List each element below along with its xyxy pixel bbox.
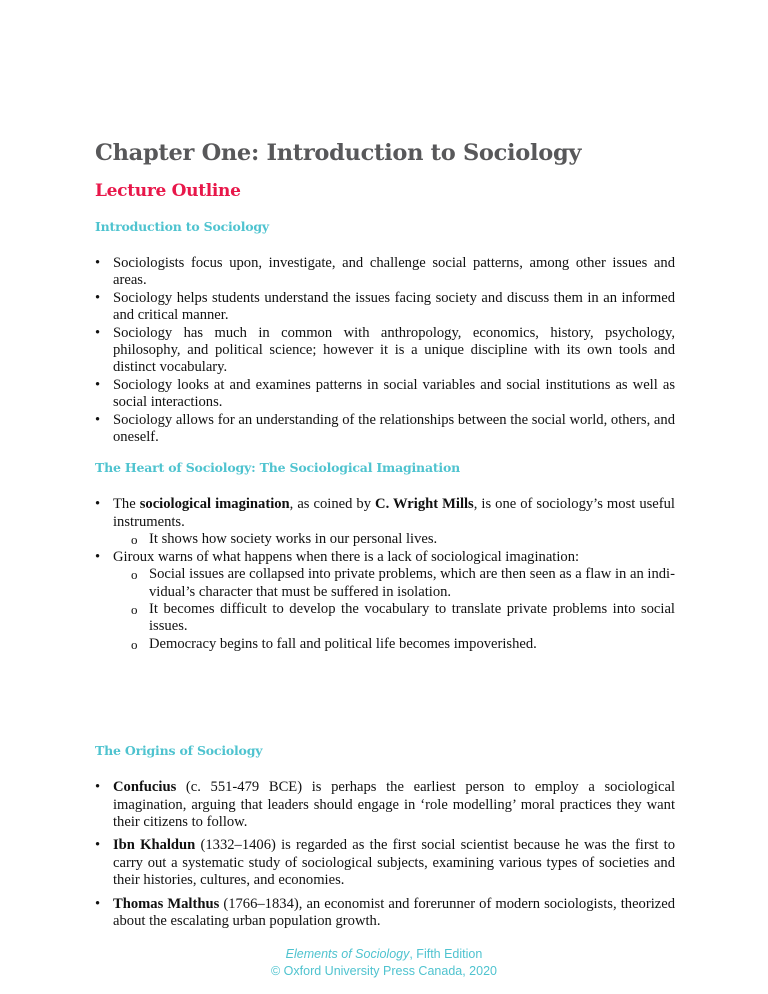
list-item — [95, 896, 675, 931]
copyright: © Oxford University Press Canada, 2020 — [271, 964, 497, 979]
term: sociological imagination — [139, 496, 290, 513]
person-name: C. Wright Mills — [375, 496, 474, 513]
text: , as coined by — [289, 496, 376, 513]
person-name: Confucius — [113, 779, 177, 796]
list-item: • Sociology looks at and examines patterns in social variables and social institutions as well as social interactions. — [95, 377, 675, 412]
page-footer — [0, 936, 768, 994]
chapter-title: Chapter One: Introduction to Sociology — [95, 140, 582, 166]
text: , is one of sociology’s most useful instruments. — [113, 496, 675, 530]
sub-item: o It becomes difficult to develop the vocabulary to translate private problems into social issues. — [131, 601, 675, 636]
list-item: • Sociology helps students understand the issues facing society and discuss them in an informed and critical manner. — [95, 290, 675, 325]
person-name: Ibn Khaldun — [113, 837, 196, 854]
bullet-list — [95, 255, 675, 446]
text: Giroux warns of what happens when there is a lack of sociological imagination: — [113, 548, 580, 565]
list-item — [95, 496, 675, 548]
text: (1332–1406) is regarded as the first social scientist because he was the first to carry out a systematic study of sociological subjects, examining various types of societies and their histories, cultures, and economies. — [113, 837, 676, 889]
section-heading: The Heart of Sociology: The Sociological Imagination — [95, 460, 460, 476]
book-title: Elements of Sociology — [285, 947, 410, 962]
bullet-list — [95, 496, 675, 653]
sub-list — [113, 566, 675, 653]
section-heading: The Origins of Sociology — [95, 743, 263, 759]
lecture-outline-heading: Lecture Outline — [95, 181, 241, 201]
edition: , Fifth Edition — [409, 947, 483, 962]
text: (c. 551-479 BCE) is perhaps the earliest person to employ a sociological imagination, arguing that leaders should engage in ‘role modelling’ moral practices they want their citizens to follow. — [113, 779, 675, 830]
section-heading: Introduction to Sociology — [95, 219, 269, 234]
list-item: • Sociology allows for an understanding of the relationships between the social world, others, and oneself. — [95, 412, 675, 447]
sub-item: o Democracy begins to fall and political life becomes impoverished. — [131, 636, 675, 653]
list-item — [95, 837, 675, 889]
list-item: • Sociologists focus upon, investigate, and challenge social patterns, among other issues and areas. — [95, 255, 675, 290]
sub-item: o Social issues are collapsed into private problems, which are then seen as a flaw in an individual’s character that must be suffered in isolation. — [131, 566, 675, 601]
bullet-list — [95, 779, 675, 936]
person-name: Thomas Malthus — [113, 895, 220, 912]
list-item — [95, 549, 675, 653]
text: The — [113, 496, 140, 513]
list-item — [95, 779, 675, 831]
sub-list — [113, 531, 675, 548]
text: (1766–1834), an economist and forerunner of modern sociologists, theorized about the escalating urban population growth. — [113, 895, 676, 929]
list-item: • Sociology has much in common with anthropology, economics, history, psychology, philosophy, and political science; however it is a unique discipline with its own tools and distinct vocabulary. — [95, 325, 675, 377]
sub-item: o It shows how society works in our personal lives. — [131, 531, 675, 548]
